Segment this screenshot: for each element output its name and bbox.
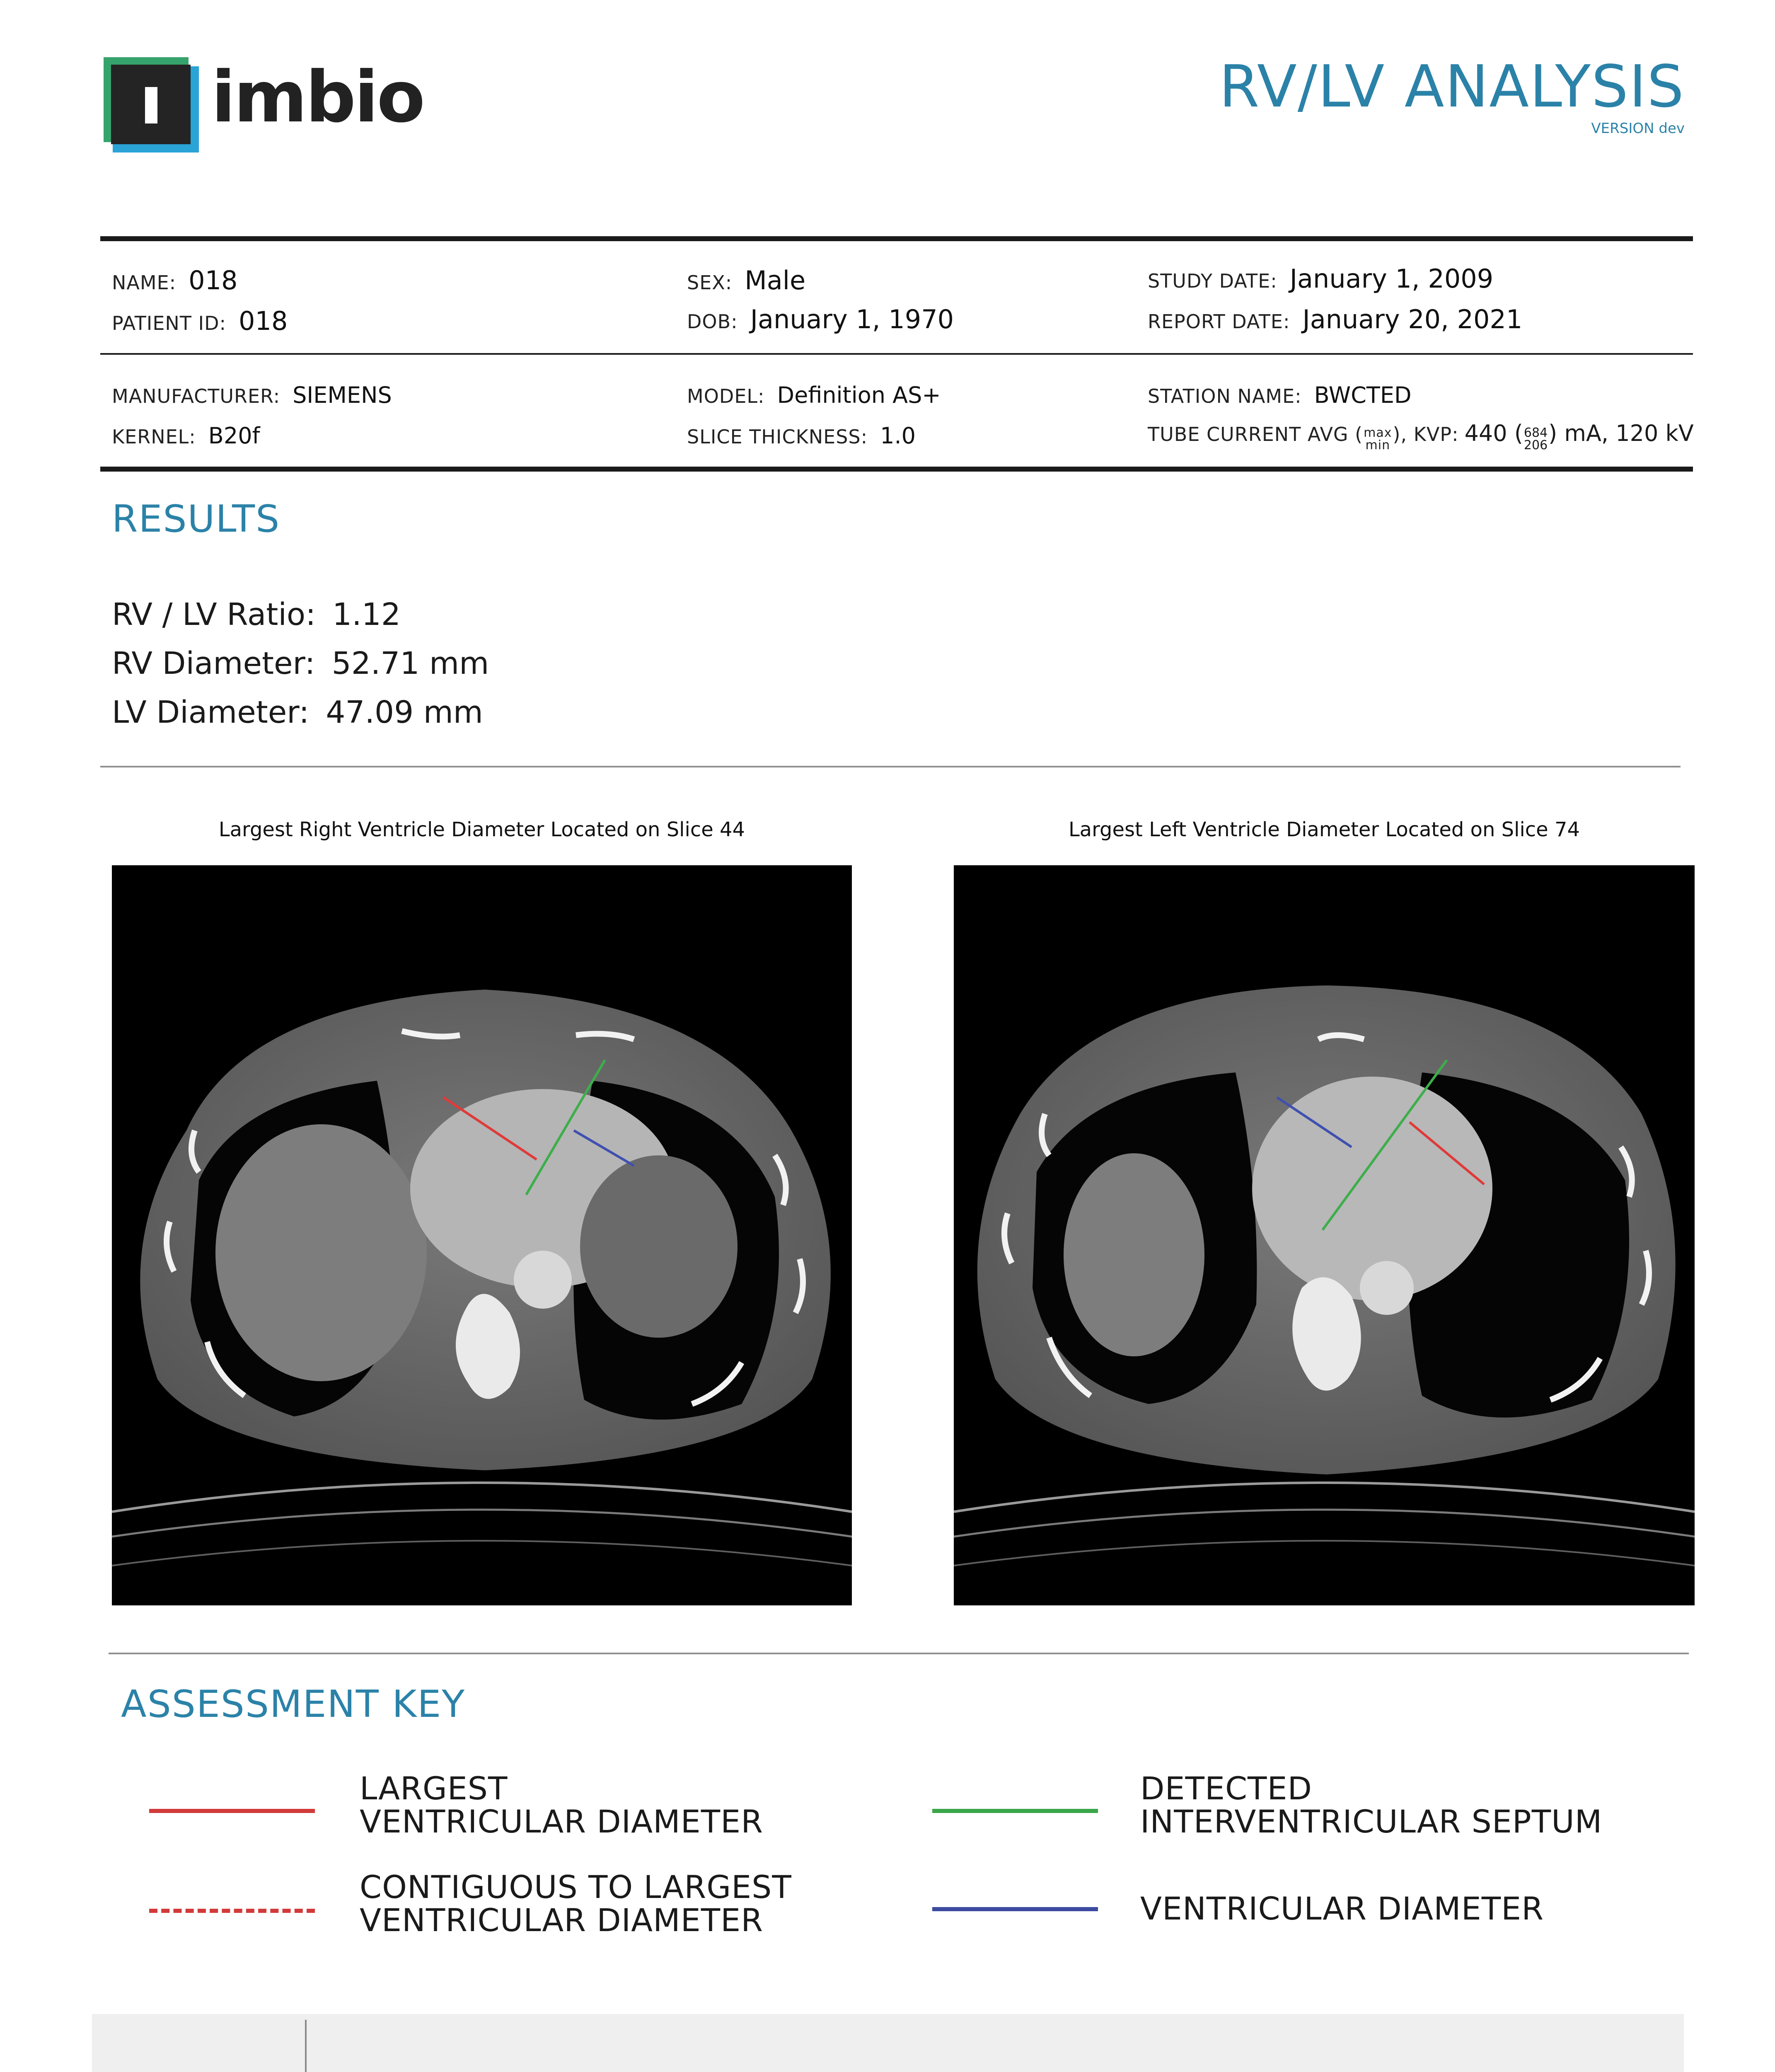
additional-information-panel	[92, 2014, 1684, 2072]
tube-current-value-b: ) mA, 120 kV	[1548, 420, 1694, 446]
info-divider	[100, 353, 1693, 355]
ct-slice-44-image	[112, 865, 852, 1605]
patient-dob: January 1, 1970	[750, 304, 954, 334]
model: Definition AS+	[777, 382, 941, 408]
station-field: STATION NAME: BWCTED	[1148, 382, 1412, 408]
rv-diameter: RV Diameter: 52.71 mm	[112, 646, 489, 681]
study-date-field: STUDY DATE: January 1, 2009	[1148, 264, 1494, 294]
rv-diameter-value: 52.71 mm	[331, 646, 489, 681]
right-image-caption: Largest Left Ventricle Diameter Located on Slice 74	[1068, 818, 1580, 841]
images-divider	[109, 1653, 1689, 1654]
patient-id: 018	[239, 306, 288, 336]
septum-label: DETECTED INTERVENTRICULAR SEPTUM	[1140, 1770, 1603, 1840]
rv-lv-ratio-value: 1.12	[332, 597, 401, 632]
assessment-key-title: ASSESSMENT KEY	[121, 1682, 466, 1726]
kernel-field: KERNEL: B20f	[112, 423, 260, 449]
left-image-caption: Largest Right Ventricle Diameter Located on Slice 44	[218, 818, 745, 841]
results-title: RESULTS	[112, 497, 281, 541]
scanner-rule	[100, 467, 1693, 472]
contiguous-diameter-line-icon	[149, 1909, 315, 1913]
station-name: BWCTED	[1314, 382, 1412, 408]
ventricular-diameter-line-icon	[932, 1907, 1098, 1911]
tube-current-value-a: 440 (	[1464, 420, 1523, 446]
study-date: January 1, 2009	[1289, 264, 1494, 294]
lv-diameter: LV Diameter: 47.09 mm	[112, 695, 483, 730]
dob-field: DOB: January 1, 1970	[687, 304, 954, 334]
ct-slice-74-image	[954, 865, 1695, 1605]
report-date: January 20, 2021	[1302, 304, 1523, 334]
version-label: VERSION dev	[1591, 120, 1685, 137]
largest-diameter-line-icon	[149, 1809, 315, 1813]
manufacturer-field: MANUFACTURER: SIEMENS	[112, 382, 392, 408]
report-date-field: REPORT DATE: January 20, 2021	[1148, 304, 1523, 334]
septum-line-icon	[932, 1809, 1098, 1813]
lv-diameter-value: 47.09 mm	[326, 695, 483, 730]
model-field: MODEL: Definition AS+	[687, 382, 941, 408]
patient-id-field: PATIENT ID: 018	[112, 306, 288, 336]
rv-lv-ratio: RV / LV Ratio: 1.12	[112, 597, 401, 632]
patient-name: 018	[189, 265, 238, 295]
ventricular-diameter-label: VENTRICULAR DIAMETER	[1140, 1890, 1544, 1927]
report-title: RV/LV ANALYSIS	[1219, 53, 1685, 121]
patient-name-field: NAME: 018	[112, 265, 238, 295]
imbio-logo-icon	[104, 57, 199, 152]
brand-name: imbio	[211, 56, 424, 138]
kernel: B20f	[208, 423, 260, 449]
tube-current-field: TUBE CURRENT AVG ( max min ), KVP: 440 ( 684 206 ) mA, 120 kV	[1148, 420, 1694, 453]
footer-divider	[305, 2020, 307, 2072]
results-divider	[100, 766, 1681, 767]
manufacturer: SIEMENS	[293, 382, 392, 408]
sex-field: SEX: Male	[687, 265, 806, 295]
slice-thickness-field: SLICE THICKNESS: 1.0	[687, 423, 916, 449]
largest-diameter-label: LARGEST VENTRICULAR DIAMETER	[360, 1770, 764, 1840]
patient-sex: Male	[745, 265, 806, 295]
slice-thickness: 1.0	[880, 423, 916, 449]
top-rule	[100, 236, 1693, 241]
contiguous-diameter-label: CONTIGUOUS TO LARGEST VENTRICULAR DIAMETER	[360, 1869, 792, 1939]
